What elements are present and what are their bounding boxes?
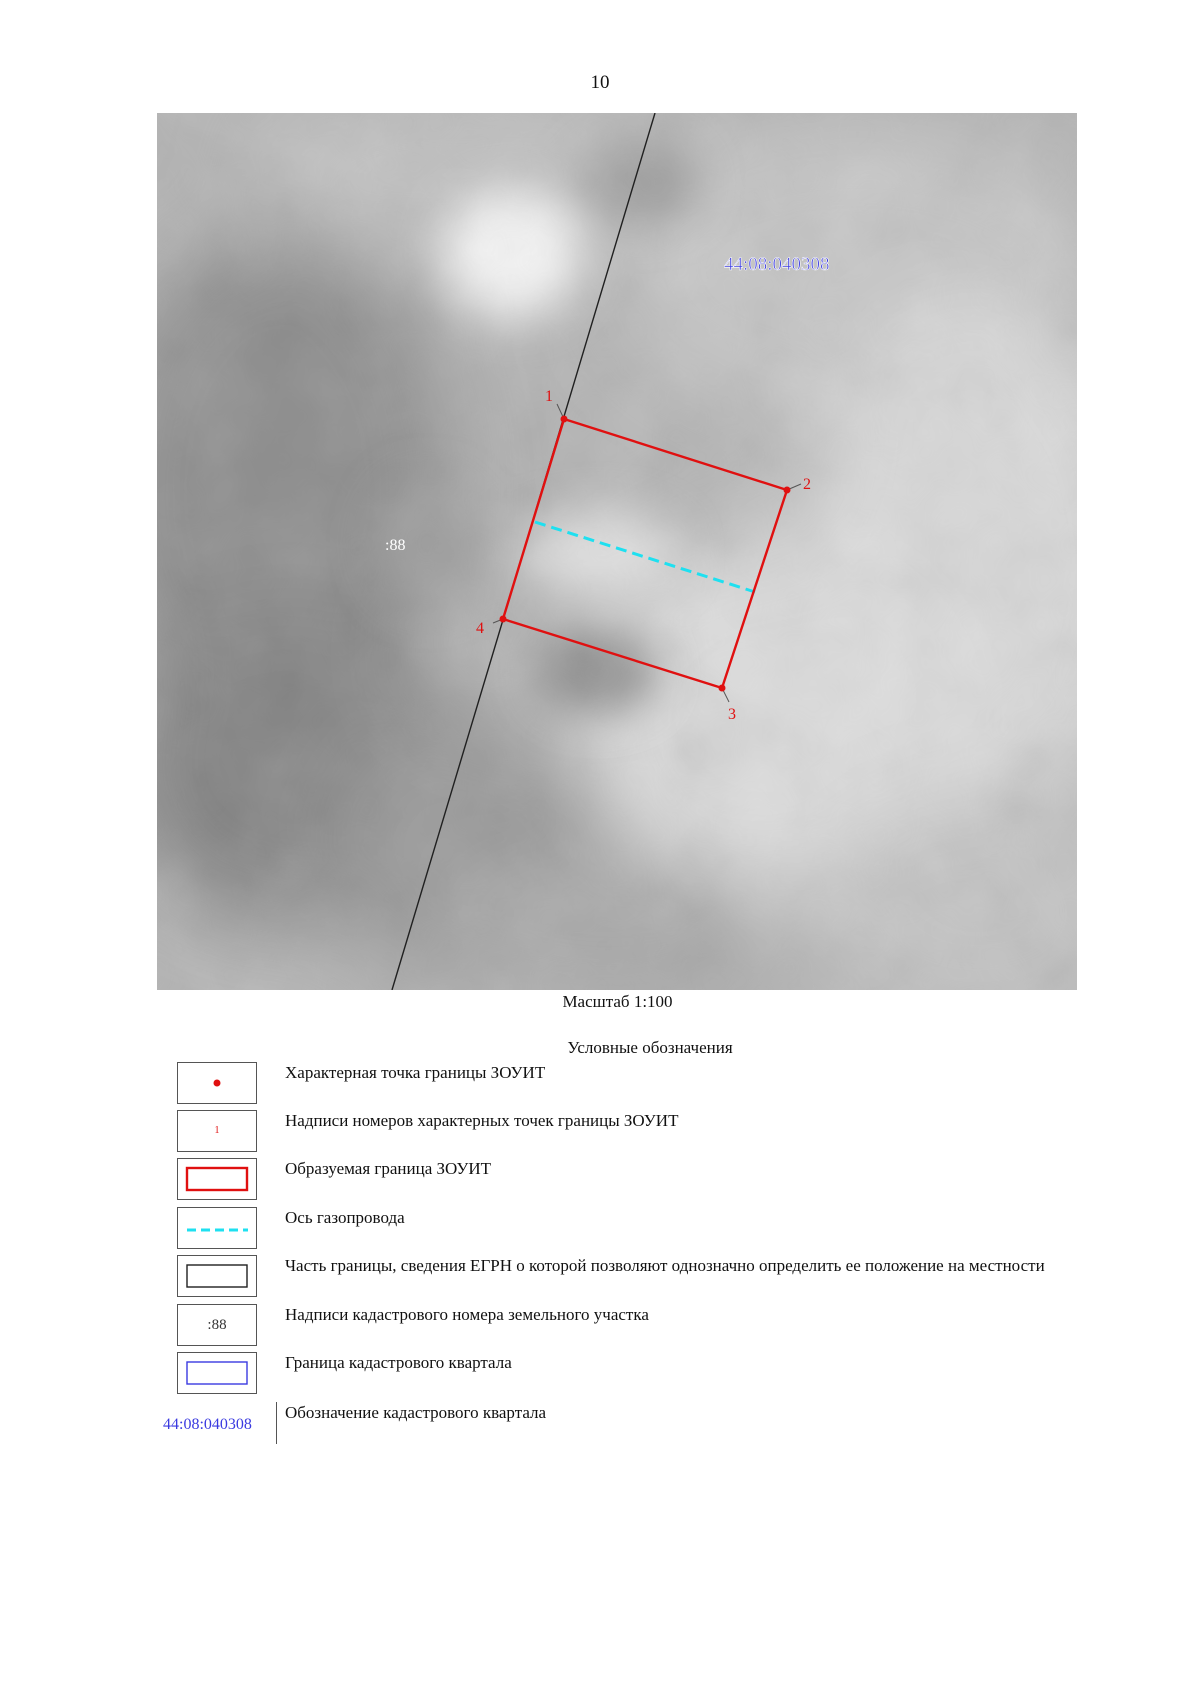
- boundary-point-4[interactable]: [500, 616, 507, 623]
- legend-swatch-point: [177, 1062, 257, 1104]
- legend-swatch-zouit-boundary: [177, 1158, 257, 1200]
- parcel-label-sample: :88: [207, 1317, 227, 1333]
- legend-text-point-number: Надписи номеров характерных точек границы ЗОУИТ: [285, 1111, 679, 1130]
- black-rectangle-icon: [187, 1265, 247, 1287]
- quarter-label: 44:08:040308: [724, 254, 830, 275]
- legend-text-quarter-boundary: Граница кадастрового квартала: [285, 1353, 512, 1372]
- legend-text-pipeline: Ось газопровода: [285, 1208, 405, 1227]
- map-canvas: [157, 113, 1077, 990]
- blue-rectangle-icon: [187, 1362, 247, 1384]
- legend-swatch-parcel-label: [177, 1304, 257, 1346]
- point-label-1: 1: [545, 388, 553, 405]
- boundary-point-1[interactable]: [561, 416, 568, 423]
- map-view[interactable]: [157, 113, 1077, 990]
- legend-swatch-pipeline: [177, 1207, 257, 1249]
- legend-text-egrn-boundary: Часть границы, сведения ЕГРН о которой позволяют однозначно определить ее положение на местности: [285, 1256, 1045, 1275]
- point-label-4: 4: [476, 620, 484, 637]
- legend-title: Условные обозначения: [567, 1038, 733, 1057]
- red-rectangle-icon: [187, 1168, 247, 1190]
- legend-text-parcel-label: Надписи кадастрового номера земельного участка: [285, 1305, 649, 1324]
- legend-swatch-point-number: [177, 1110, 257, 1152]
- boundary-point-3[interactable]: [719, 685, 726, 692]
- scale-caption: Масштаб 1:100: [562, 992, 673, 1011]
- legend-swatch-quarter-label: 44:08:040308: [157, 1402, 277, 1444]
- legend-text-zouit-boundary: Образуемая граница ЗОУИТ: [285, 1159, 492, 1178]
- legend-swatch-quarter-boundary: [177, 1352, 257, 1394]
- aerial-imagery: [157, 113, 1077, 990]
- legend-swatch-egrn-boundary: [177, 1255, 257, 1297]
- point-label-3: 3: [728, 706, 736, 723]
- page-number: 10: [590, 72, 610, 93]
- point-symbol-icon: [214, 1080, 221, 1087]
- legend-text-point: Характерная точка границы ЗОУИТ: [285, 1063, 546, 1082]
- point-number-sample: 1: [214, 1125, 220, 1136]
- boundary-point-2[interactable]: [784, 487, 791, 494]
- point-label-2: 2: [803, 476, 811, 493]
- legend-text-quarter-label: Обозначение кадастрового квартала: [285, 1403, 547, 1422]
- parcel-label: :88: [385, 537, 406, 554]
